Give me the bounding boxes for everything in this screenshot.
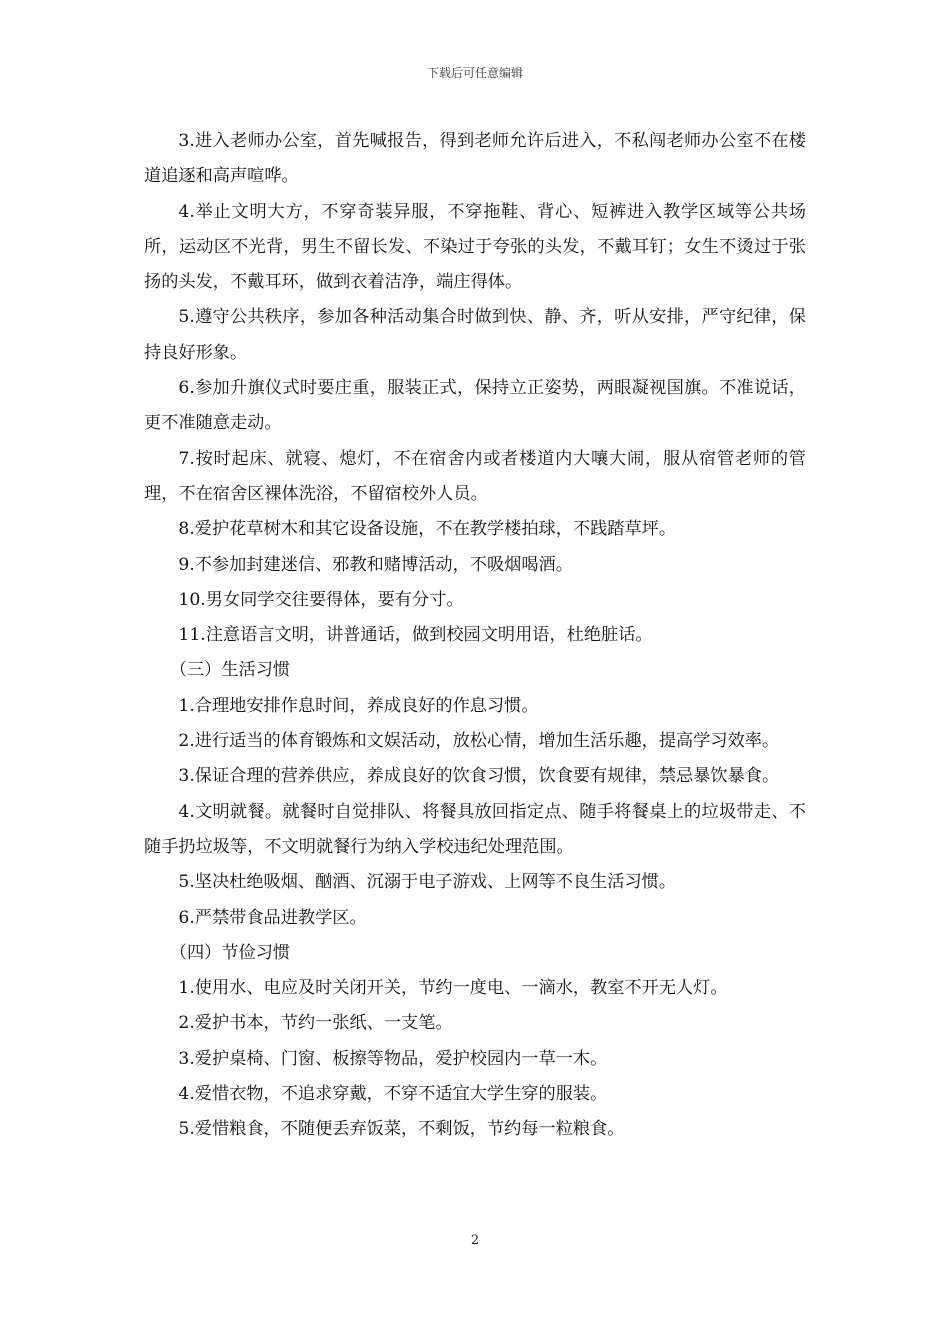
page-header: 下载后可任意编辑 xyxy=(426,66,523,80)
paragraph: 10.男女同学交往要得体，要有分寸。 xyxy=(178,589,464,610)
paragraph: 2.爱护书本，节约一张纸、一支笔。 xyxy=(178,1013,453,1034)
page-number: 2 xyxy=(470,1233,480,1248)
paragraph: 1.使用水、电应及时关闭开关，节约一度电、一滴水，教室不开无人灯。 xyxy=(178,978,728,999)
paragraph: 1.合理地安排作息时间，养成良好的作息习惯。 xyxy=(178,695,539,716)
section-heading-thrift-habits: （四）节俭习惯 xyxy=(169,942,291,963)
paragraph: 8.爱护花草树木和其它设备设施，不在教学楼拍球，不践踏草坪。 xyxy=(178,519,677,540)
paragraph: 3.爱护桌椅、门窗、板擦等物品，爱护校园内一草一木。 xyxy=(178,1048,608,1069)
paragraph: 6.严禁带食品进教学区。 xyxy=(178,907,367,928)
paragraph: 9.不参加封建迷信、邪教和赌博活动，不吸烟喝酒。 xyxy=(178,554,573,575)
paragraph: 11.注意语言文明，讲普通话，做到校园文明用语，杜绝脏话。 xyxy=(178,625,653,646)
paragraph: 4.举止文明大方，不穿奇装异服，不穿拖鞋、背心、短裤进入教学区域等公共场所，运动区不光背，男生不留长发、不染过于夸张的头发，不戴耳钉；女生不烫过于张扬的头发，不戴耳环，做到衣着洁净，端庄得体。 xyxy=(144,201,806,293)
paragraph: 3.进入老师办公室，首先喊报告，得到老师允许后进入，不私闯老师办公室不在楼道追逐和高声喧哗。 xyxy=(144,131,806,187)
document-body xyxy=(144,124,806,1148)
paragraph: 5.坚决杜绝吸烟、酗酒、沉溺于电子游戏、上网等不良生活习惯。 xyxy=(178,872,677,893)
paragraph: 5.遵守公共秩序，参加各种活动集合时做到快、静、齐，听从安排，严守纪律，保持良好形象。 xyxy=(144,307,806,363)
paragraph: 2.进行适当的体育锻炼和文娱活动，放松心情，增加生活乐趣，提高学习效率。 xyxy=(178,731,780,752)
section-heading-living-habits: （三）生活习惯 xyxy=(169,660,291,681)
paragraph: 4.爱惜衣物，不追求穿戴，不穿不适宜大学生穿的服装。 xyxy=(178,1084,608,1105)
paragraph: 5.爱惜粮食，不随便丢弃饭菜，不剩饭，节约每一粒粮食。 xyxy=(178,1119,625,1140)
paragraph: 4.文明就餐。就餐时自觉排队、将餐具放回指定点、随手将餐桌上的垃圾带走、不随手扔垃圾等，不文明就餐行为纳入学校违纪处理范围。 xyxy=(144,801,806,857)
paragraph: 3.保证合理的营养供应，养成良好的饮食习惯，饮食要有规律，禁忌暴饮暴食。 xyxy=(178,766,780,787)
paragraph: 7.按时起床、就寝、熄灯，不在宿舍内或者楼道内大嚷大闹，服从宿管老师的管理，不在宿舍区裸体洗浴，不留宿校外人员。 xyxy=(144,448,806,504)
paragraph: 6.参加升旗仪式时要庄重，服装正式，保持立正姿势，两眼凝视国旗。不准说话，更不准随意走动。 xyxy=(144,378,806,434)
